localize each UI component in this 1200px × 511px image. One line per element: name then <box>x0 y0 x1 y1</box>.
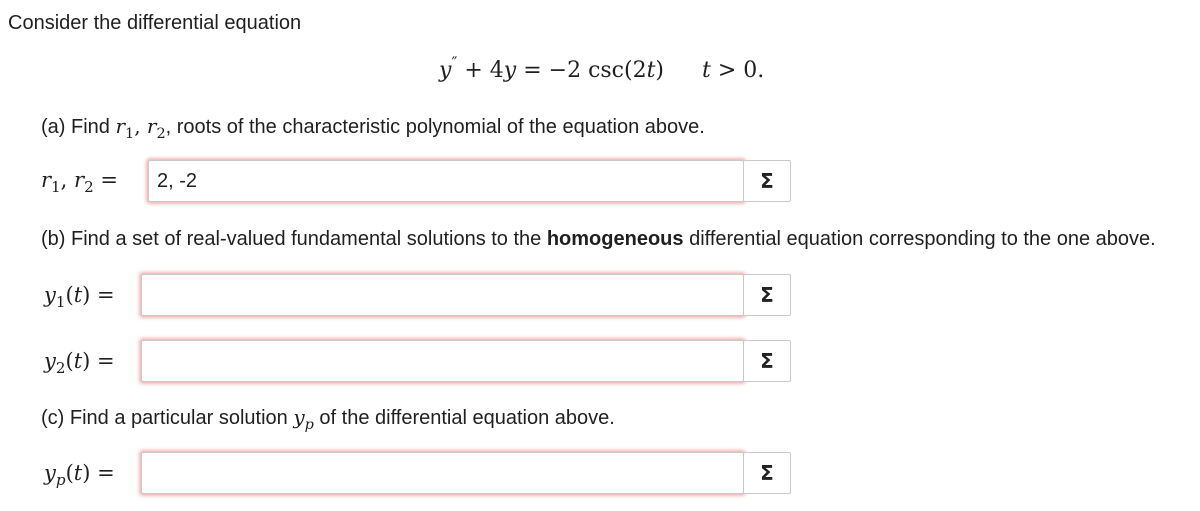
y1-label: $y_1(t)$ = <box>44 283 115 311</box>
question-c-text: (c) Find a particular solution $y_p$ of the differential equation above. <box>41 405 615 433</box>
yp-label: $y_p(t)$ = <box>44 461 115 489</box>
y2-label: $y_2(t)$ = <box>44 349 115 377</box>
question-b-text: (b) Find a set of real-valued fundamental solutions to the homogeneous differential equation corresponding to the one above. <box>41 228 1156 250</box>
sigma-icon[interactable]: Σ <box>744 274 791 316</box>
question-a-text: (a) Find $r_1$, $r_2$, roots of the characteristic polynomial of the equation above. <box>41 114 705 142</box>
sigma-icon[interactable]: Σ <box>744 340 791 382</box>
yp-input[interactable] <box>141 452 744 494</box>
roots-input[interactable] <box>148 160 744 202</box>
roots-label: $r_1$, $r_2$ = <box>41 168 118 196</box>
sigma-icon[interactable]: Σ <box>744 452 791 494</box>
y1-input[interactable] <box>141 274 744 316</box>
intro-text: Consider the differential equation <box>8 12 302 34</box>
differential-equation: y″ + 4y = −2 csc(2t) t > 0. <box>439 53 765 83</box>
sigma-icon[interactable]: Σ <box>744 160 791 202</box>
y2-input[interactable] <box>141 340 744 382</box>
